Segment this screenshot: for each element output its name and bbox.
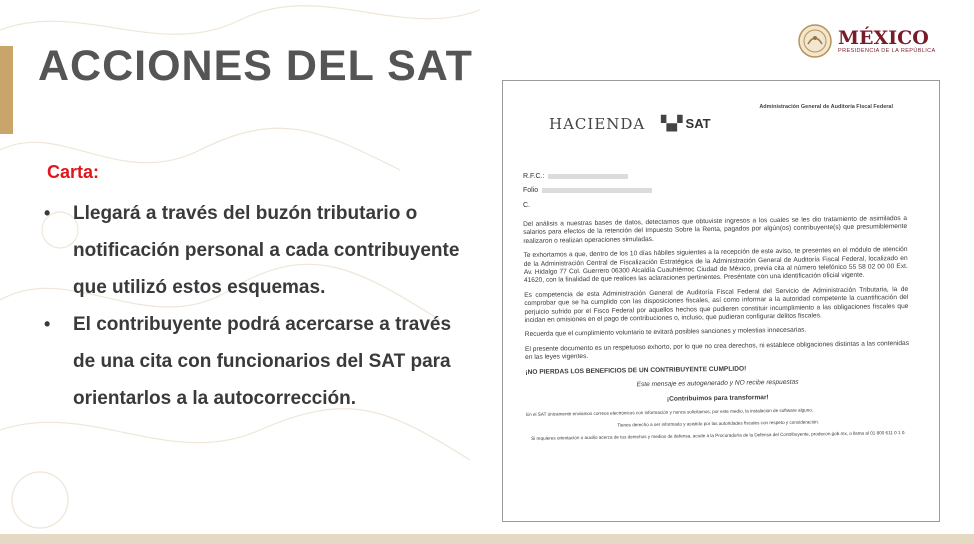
letter-sat-logo — [661, 115, 711, 132]
footer-bar — [0, 534, 974, 544]
redacted-value — [542, 188, 652, 193]
field-folio-label: Folio — [523, 187, 539, 194]
sat-mark-icon: ▚▞ — [661, 115, 683, 131]
letter-paragraph: Es competencia de esta Administración General de Auditoría Fiscal Federal del Servicio de Administración Tributaria, la de comprobar que se ha cumplido con las disposiciones fiscales, así como informar a la autoridad competente la cuantificación del perjuicio sufrido por el Fisco Federal por aquellos hechos que pudieren constituir incumplimiento a las obligaciones fiscales que incidan en omisiones en el pago de contribuciones o, incluso, que pudieran configurar delitos fiscales. — [524, 285, 909, 325]
letter-paragraph: Te exhortamos a que, dentro de los 10 días hábiles siguientes a la recepción de este aviso, te presentes en el módulo de atención de la Administración Central de Fiscalización Estratégica de la Administración General de Auditoría Fiscal Federal, localizado en Av. Hidalgo 77 Col. Guerrero 06300 Alcaldía Cuauhtémoc Ciudad de México, previa cita al número telefónico 55 58 02 00 00 Ext. 41620, con la finalidad de que realices las aclaraciones pertinentes. Preséntate con una identificación oficial vigente. — [523, 246, 908, 285]
redacted-value — [548, 174, 628, 179]
sat-letter-image — [502, 80, 940, 522]
bullet-text: El contribuyente podrá acercarse a través de una cita con funcionarios del SAT para orientarlos a la autocorrección. — [73, 314, 452, 409]
bullet-list — [44, 195, 464, 417]
letter-body — [523, 215, 911, 448]
logo-subtitle: PRESIDENCIA DE LA REPÚBLICA — [838, 48, 936, 54]
letter-agency: Administración General de Auditoría Fiscal Federal — [759, 104, 893, 110]
letter-paragraph: ¡Contribuimos para transformar! — [666, 393, 769, 403]
field-rfc — [523, 173, 628, 180]
field-rfc-label: R.F.C.: — [523, 173, 545, 180]
title-accent-bar — [0, 46, 13, 134]
letter-paragraph: Del análisis a nuestras bases de datos, detectamos que obtuviste ingresos a los cuales se les dio tratamiento de asimilados a salarios para efectos de la retención del Impuesto Sobre la Renta, pagados por algún(os) contribuyente(s) que presumiblemente realizaron o realizan operaciones simuladas. — [523, 214, 908, 245]
letter-paragraph: Recuerda que el cumplimiento voluntario te evitará posibles sanciones y molestias innecesarias. — [524, 327, 807, 339]
bullet-icon: • — [44, 314, 51, 334]
logo-name: MÉXICO — [838, 27, 929, 49]
field-c — [523, 202, 530, 209]
bullet-text: Llegará a través del buzón tributario o notificación personal a cada contribuyente que utilizó estos esquemas. — [73, 203, 460, 298]
letter-paragraph: Tienes derecho a ser informado y asistido por las autoridades fiscales con respeto y consideración. — [617, 419, 820, 428]
slide-title: ACCIONES DEL SAT — [38, 42, 473, 90]
letter-paragraph: ¡NO PIERDAS LOS BENEFICIOS DE UN CONTRIBUYENTE CUMPLIDO! — [525, 365, 747, 376]
letter-paragraph: Si requieres orientación o auxilio acerca de tus derechos y medios de defensa, acude a la Procuraduría de la Defensa del Contribuyente, prodecon.gob.mx, o llama al 01 800 611 0 1 0. — [531, 429, 906, 441]
sat-name: SAT — [685, 116, 711, 131]
letter-subheading: Carta: — [47, 162, 100, 182]
list-item — [44, 195, 464, 306]
field-folio — [523, 187, 652, 194]
letter-paragraph: El presente documento es un respetuoso exhorto, por lo que no crea derechos, ni establece obligaciones distintas a las contenidas en las leyes vigentes. — [524, 339, 910, 362]
mexico-logo — [798, 24, 936, 58]
national-seal-icon — [798, 24, 832, 58]
letter-hacienda-logo: HACIENDA — [549, 115, 646, 133]
bullet-icon: • — [44, 203, 51, 223]
list-item — [44, 306, 464, 417]
letter-paragraph: En el SAT únicamente enviamos correos electrónicos con información y nunca solicitamos, por este medio, la instalación de software alguno. — [525, 407, 814, 417]
field-c-label: C. — [523, 202, 530, 209]
letter-paragraph: Este mensaje es autogenerado y NO recibe respuestas — [636, 378, 799, 389]
